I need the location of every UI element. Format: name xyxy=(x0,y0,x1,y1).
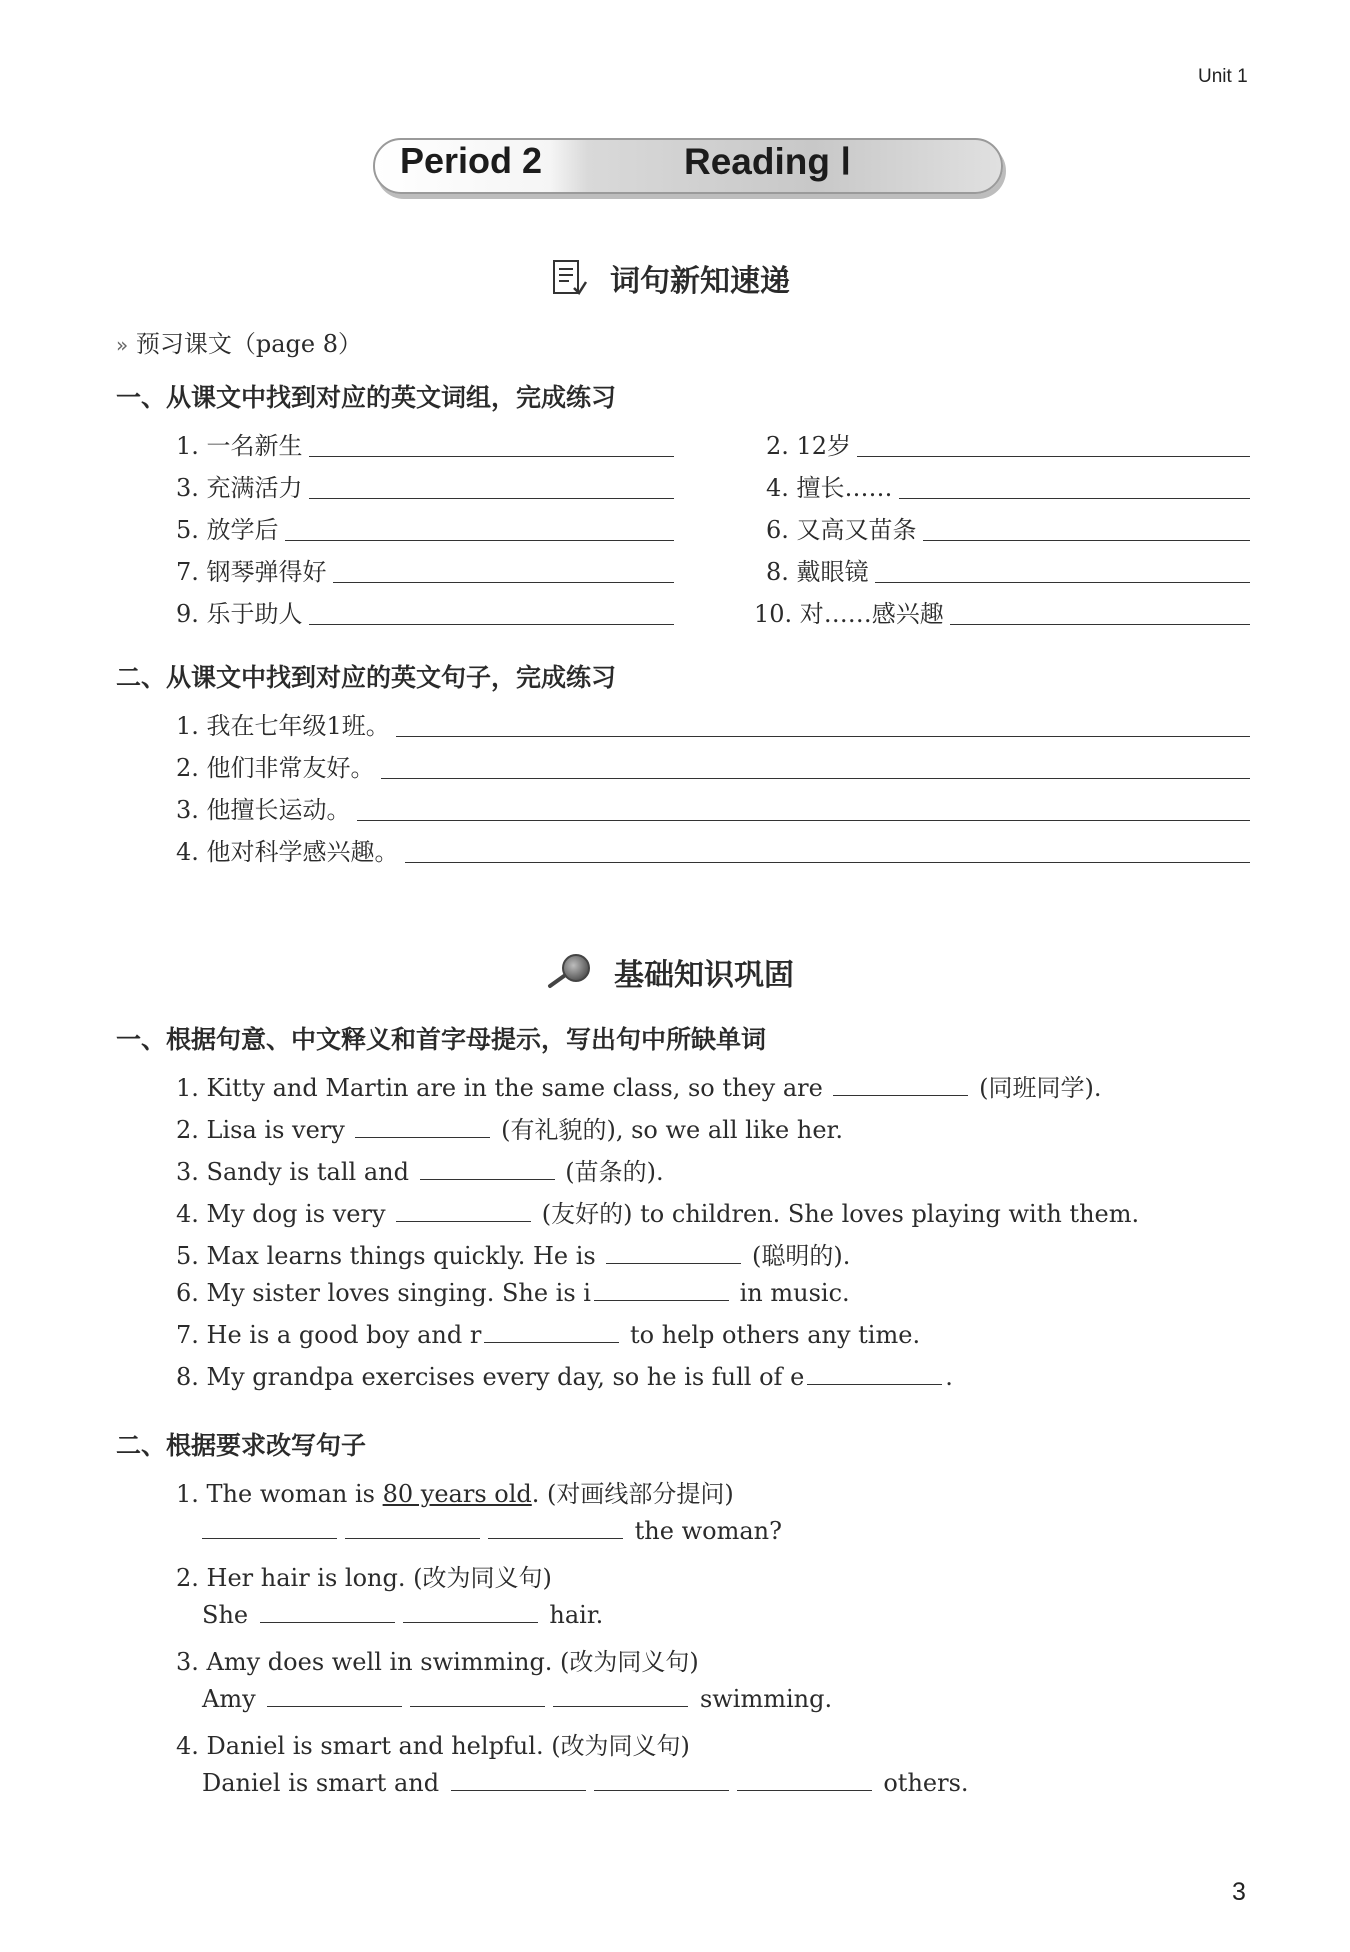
answer-line[interactable] xyxy=(405,862,1250,863)
question-heading: 二、从课文中找到对应的英文句子，完成练习 xyxy=(116,663,617,692)
magnifier-icon xyxy=(546,952,596,992)
answer-line[interactable] xyxy=(309,456,674,457)
blank[interactable] xyxy=(807,1362,942,1385)
answer-line[interactable] xyxy=(309,498,674,499)
answer-line[interactable] xyxy=(357,820,1250,821)
rewrite-answer: Amy swimming. xyxy=(202,1685,833,1713)
phrase-item: 10. 对……感兴趣 xyxy=(754,594,1250,629)
blank[interactable] xyxy=(403,1600,538,1623)
phrase-item: 7. 钢琴弹得好 xyxy=(176,552,674,587)
rewrite-question: 3. Amy does well in swimming. (改为同义句) xyxy=(176,1648,699,1676)
phrase-item: 9. 乐于助人 xyxy=(176,594,674,629)
sentence-item: 1. 我在七年级1班。 xyxy=(176,706,1250,741)
question-heading: 二、根据要求改写句子 xyxy=(116,1431,367,1460)
blank[interactable] xyxy=(345,1516,480,1539)
phrase-item: 2. 12岁 xyxy=(766,426,1250,461)
answer-line[interactable] xyxy=(285,540,674,541)
blank[interactable] xyxy=(202,1516,337,1539)
question-heading: 一、从课文中找到对应的英文词组，完成练习 xyxy=(116,383,617,412)
section-title-basics: 基础知识巩固 xyxy=(614,958,794,993)
fill-blank-item: 8. My grandpa exercises every day, so he is full of e . xyxy=(176,1363,953,1391)
rewrite-answer: Daniel is smart and others. xyxy=(202,1769,969,1797)
answer-line[interactable] xyxy=(857,456,1250,457)
phrase-item: 5. 放学后 xyxy=(176,510,674,545)
fill-blank-item: 1. Kitty and Martin are in the same class, so they are (同班同学). xyxy=(176,1074,1102,1102)
answer-line[interactable] xyxy=(875,582,1250,583)
section-title-vocab: 词句新知速递 xyxy=(610,264,790,299)
fill-blank-item: 7. He is a good boy and r to help others any time. xyxy=(176,1321,921,1349)
rewrite-question: 4. Daniel is smart and helpful. (改为同义句) xyxy=(176,1732,690,1760)
unit-label: Unit 1 xyxy=(1198,66,1248,87)
fill-blank-item: 3. Sandy is tall and (苗条的). xyxy=(176,1158,664,1186)
rewrite-answer: the woman? xyxy=(198,1516,782,1545)
blank[interactable] xyxy=(594,1768,729,1791)
blank[interactable] xyxy=(488,1516,623,1539)
phrase-item: 1. 一名新生 xyxy=(176,426,674,461)
answer-line[interactable] xyxy=(333,582,674,583)
fill-blank-item: 6. My sister loves singing. She is i in music. xyxy=(176,1279,850,1307)
period-title: Period 2 xyxy=(400,140,543,181)
rewrite-question: 1. The woman is 80 years old. (对画线部分提问) xyxy=(176,1480,734,1508)
blank[interactable] xyxy=(606,1241,741,1264)
fill-blank-item: 4. My dog is very (友好的) to children. She loves playing with them. xyxy=(176,1200,1140,1228)
answer-line[interactable] xyxy=(899,498,1250,499)
notes-icon xyxy=(552,258,588,298)
answer-line[interactable] xyxy=(396,736,1250,737)
answer-line[interactable] xyxy=(309,624,674,625)
blank[interactable] xyxy=(267,1684,402,1707)
answer-line[interactable] xyxy=(923,540,1250,541)
question-heading: 一、根据句意、中文释义和首字母提示，写出句中所缺单词 xyxy=(116,1025,767,1054)
blank[interactable] xyxy=(833,1073,968,1096)
blank[interactable] xyxy=(396,1199,531,1222)
page-number: 3 xyxy=(1232,1878,1246,1906)
blank[interactable] xyxy=(737,1768,872,1791)
blank[interactable] xyxy=(410,1684,545,1707)
fill-blank-item: 2. Lisa is very (有礼貌的), so we all like her. xyxy=(176,1116,843,1144)
preview-line xyxy=(116,324,362,359)
blank[interactable] xyxy=(260,1600,395,1623)
blank[interactable] xyxy=(484,1320,619,1343)
rewrite-answer: She hair. xyxy=(202,1601,604,1629)
sentence-item: 3. 他擅长运动。 xyxy=(176,790,1250,825)
answer-line[interactable] xyxy=(950,624,1250,625)
preview-text: 预习课文（page 8） xyxy=(135,330,363,358)
fill-blank-item: 5. Max learns things quickly. He is (聪明的). xyxy=(176,1242,851,1270)
phrase-item: 8. 戴眼镜 xyxy=(766,552,1250,587)
sentence-item: 4. 他对科学感兴趣。 xyxy=(176,832,1250,867)
reading-title: Reading Ⅰ xyxy=(684,141,852,182)
rewrite-question: 2. Her hair is long. (改为同义句) xyxy=(176,1564,552,1592)
phrase-item: 4. 擅长…… xyxy=(766,468,1250,503)
blank[interactable] xyxy=(420,1157,555,1180)
phrase-item: 6. 又高又苗条 xyxy=(766,510,1250,545)
answer-line[interactable] xyxy=(381,778,1250,779)
sentence-item: 2. 他们非常友好。 xyxy=(176,748,1250,783)
double-chevron-icon: » xyxy=(116,333,129,357)
blank[interactable] xyxy=(553,1684,688,1707)
phrase-item: 3. 充满活力 xyxy=(176,468,674,503)
blank[interactable] xyxy=(594,1278,729,1301)
blank[interactable] xyxy=(355,1115,490,1138)
underlined-phrase: 80 years old xyxy=(382,1480,532,1508)
blank[interactable] xyxy=(451,1768,586,1791)
